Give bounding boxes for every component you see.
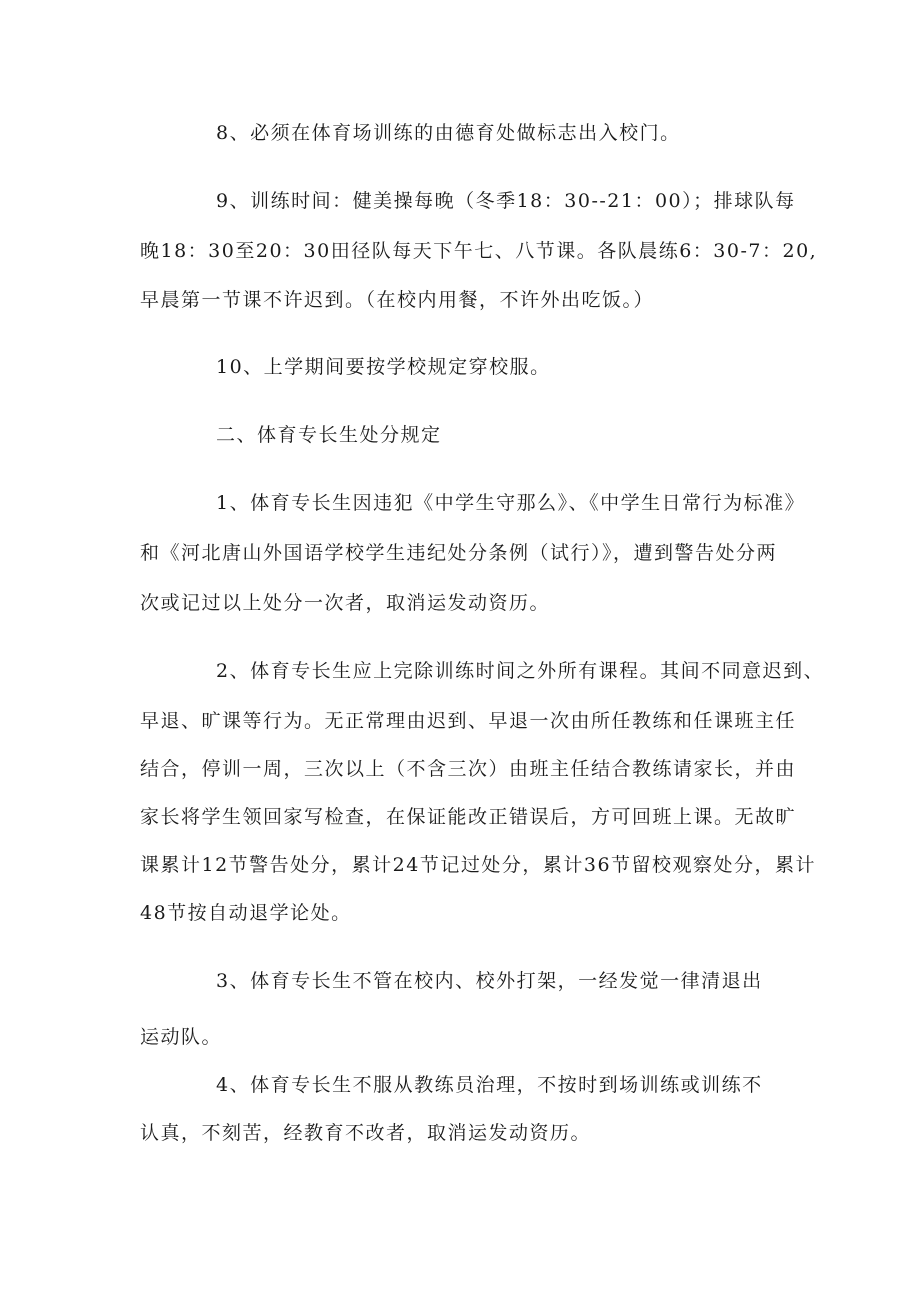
item-8-line: 8、必须在体育场训练的由德育处做标志出入校门。	[216, 122, 681, 144]
item-10-line: 10、上学期间要按学校规定穿校服。	[216, 356, 551, 378]
rule-4-line-1: 4、体育专长生不服从教练员治理，不按时到场训练或训练不	[216, 1074, 763, 1096]
rule-2-line-1: 2、体育专长生应上完除训练时间之外所有课程。其间不同意迟到、	[216, 660, 825, 682]
item-9-line-1: 9、训练时间：健美操每晚（冬季18：30--21：00）；排球队每	[216, 190, 796, 212]
rule-2-line-2: 早退、旷课等行为。无正常理由迟到、早退一次由所任教练和任课班主任	[140, 710, 797, 732]
rule-3-line-2: 运动队。	[140, 1026, 223, 1048]
rule-4-line-2: 认真，不刻苦，经教育不改者，取消运发动资历。	[140, 1122, 592, 1144]
rule-2-line-3: 结合，停训一周，三次以上（不含三次）由班主任结合教练请家长，并由	[140, 758, 797, 780]
rule-1-line-2: 和《河北唐山外国语学校学生违纪处分条例（试行）》，遭到警告处分两	[140, 542, 778, 564]
rule-2-line-5: 课累计12节警告处分，累计24节记过处分，累计36节留校观察处分，累计	[140, 854, 817, 876]
rule-2-line-4: 家长将学生领回家写检查，在保证能改正错误后，方可回班上课。无故旷	[140, 806, 797, 828]
section-heading: 二、体育专长生处分规定	[216, 424, 442, 446]
rule-1-line-1: 1、体育专长生因违犯《中学生守那么》、《中学生日常行为标准》	[216, 492, 806, 514]
item-9-line-2: 晚18：30至20：30田径队每天下午七、八节课。各队晨练6：30-7：20,	[140, 240, 818, 262]
rule-3-line-1: 3、体育专长生不管在校内、校外打架，一经发觉一律清退出	[216, 970, 763, 992]
rule-2-line-6: 48节按自动退学论处。	[140, 902, 352, 924]
rule-1-line-3: 次或记过以上处分一次者，取消运发动资历。	[140, 592, 551, 614]
item-9-line-3: 早晨第一节课不许迟到。（在校内用餐，不许外出吃饭。）	[140, 289, 655, 311]
